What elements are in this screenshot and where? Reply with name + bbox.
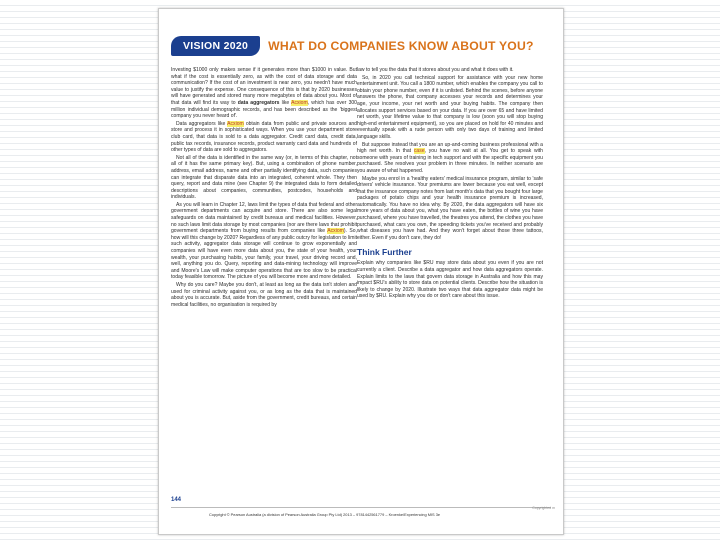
paragraph [357, 67, 543, 74]
paragraph [171, 155, 357, 201]
paragraph [171, 67, 357, 120]
paragraph [357, 142, 543, 175]
highlighted-term: case [413, 148, 425, 155]
text-run: But suppose instead that you are an up-and-coming business professional with a high net worth. In that [357, 141, 543, 155]
highlighted-term: Acxiom [227, 120, 244, 127]
left-column [171, 67, 357, 309]
text-run: Data aggregators like [176, 120, 228, 127]
text-run: , which has over 300 million individual demographic records, and has been described as the 'biggest company you never heard of'. [171, 99, 357, 120]
text-run: law to tell you the data that it stores about you and what it does with it. [357, 67, 514, 73]
textbook-page [158, 8, 564, 535]
text-run: Investing $1000 only makes sense if it generates more than $1000 in value. But what if the cost is essentially zero, as with the cost of data storage and data communication? If the cost of an investment is near zero, you needn't have much value to justify the expense. One consequence of this is that by 2020 businesses will have generated and stored many more megabytes of data about you. Most of that data will find its way to [171, 67, 357, 106]
highlighted-term: Acxiom [327, 228, 344, 235]
text-run: So, in 2020 you call technical support for assistance with your new home entertainment unit. You call a 1800 number, which enables the company you call to obtain your phone number, even if it is unlisted. Behind the scenes, before anyone answers the phone, that company accesses your records and determines your age, your income, your net worth and your buying habits. The company then allocates support services based on your data. If you are over 65 and have limited net worth, your lifetime value to that company is low (soon you will stop buying high-end entertainment equipment), so you are placed on hold for 40 minutes and eventually speak with a rude person with only two days of training and limited language skills. [357, 74, 543, 140]
text-run: As you will learn in Chapter 12, laws limit the types of data that federal and other government departments can acquire and store. There are also some legal safeguards on data maintained by credit bureaus and medical facilities. However, no such laws limit data storage by most companies (nor are there laws that prohibit government departments from buying results from companies like [171, 201, 357, 235]
footer-divider [171, 507, 551, 508]
highlighted-term: Acxiom [291, 99, 308, 106]
key-term: data aggregators [237, 99, 280, 106]
copyright-watermark: Copyrighted m [532, 506, 555, 510]
page-title: WHAT DO COMPANIES KNOW ABOUT YOU? [268, 39, 534, 53]
section-badge: VISION 2020 [171, 36, 260, 56]
paragraph [357, 75, 543, 141]
think-further-text: Explain why companies like $RU may store data about you even if you are not currently a client. Describe a data aggregator and how data aggregators operate. Explain limits to the laws that govern data storage in Australia and how this may impact $RU's ability to store data on potential clients. Describe how the situation is likely to change by 2020. Illustrate two ways that data aggregator data might be used by $RU. Explain why you do or don't care about this issue. [357, 260, 543, 300]
paragraph [171, 282, 357, 308]
text-run: like [279, 99, 292, 106]
text-run: Maybe you enrol in a 'healthy eaters' medical insurance program, similar to 'safe drivers' vehicle insurance. Your premiums are lower because you eat well, except that the insurance company notes from last month's data that you bought four large packages of potato chips and your health insurance premium is increased, automatically. You have no idea why. By 2020, the data aggregators will have six more years of data about you, what you have eaten, the bottles of wine you have purchased, where you have travelled, the theatres you attend, the clothes you have purchased, what cars you own, the speeding tickets you've received and probably what diseases you have had. And they won't forget about those three tattoos, either. Even if you don't care, they do! [357, 175, 544, 241]
right-column [357, 67, 543, 301]
page-number: 144 [171, 497, 182, 503]
text-run: Why do you care? Maybe you don't, at least as long as the data isn't stolen and used for criminal activity against you, or as long as the data that is maintained about you is accurate. But, aside from the government, credit bureaus, and certain medical facilities, no organisation is required by [171, 282, 357, 308]
right-paragraphs [357, 67, 543, 241]
text-run: ). So, how will this change by 2020? Regardless of any public outcry for legislation to limit such activity, aggregator data storage will continue to grow exponentially and companies will have even more data about you, the state of your health, your wealth, your purchasing habits, your family, your travel, your driving record and, well, anything you do. Query, reporting and data-mining technology will improve and Moore's Law will make computer operations that are too slow to be practical today feasible tomorrow. The picture of you will become more and more detailed. [171, 228, 357, 281]
page-header [171, 35, 534, 57]
text-run: Not all of the data is identified in the same way (or, in terms of this chapter, not all of it has the same primary key). But, using a combination of phone number, address, email address, name and other partially identifying data, such companies can integrate that disparate data into an integrated, coherent whole. They then query, report and data mine (see Chapter 9) the integrated data to form detailed descriptions about companies, communities, postcodes, households and individuals. [171, 154, 357, 201]
paragraph [171, 121, 357, 154]
text-run: , you have no wait at all. You get to speak with someone with years of training in tech support and with the specific equipment you purchased. She resolves your problem in three minutes. In neither scenario are you aware of what happened. [357, 148, 543, 174]
copyright-line: Copyright © Pearson Australia (a division of Pearson Australia Group Pty Ltd) 2013 – 9781442561779 – Kroenke/Experiencing MIS 3e [209, 512, 441, 517]
paragraph [171, 202, 357, 281]
text-run: obtain data from public and private sources and store and process it in sophisticated ways. When you use your department store club card, that data is sold to a data aggregator. Credit card data, credit data, public tax records, insurance records, product warranty card data and hundreds of other types of data are sold to aggregators. [171, 120, 357, 154]
paragraph [357, 176, 543, 242]
think-further-heading: Think Further [357, 247, 412, 258]
